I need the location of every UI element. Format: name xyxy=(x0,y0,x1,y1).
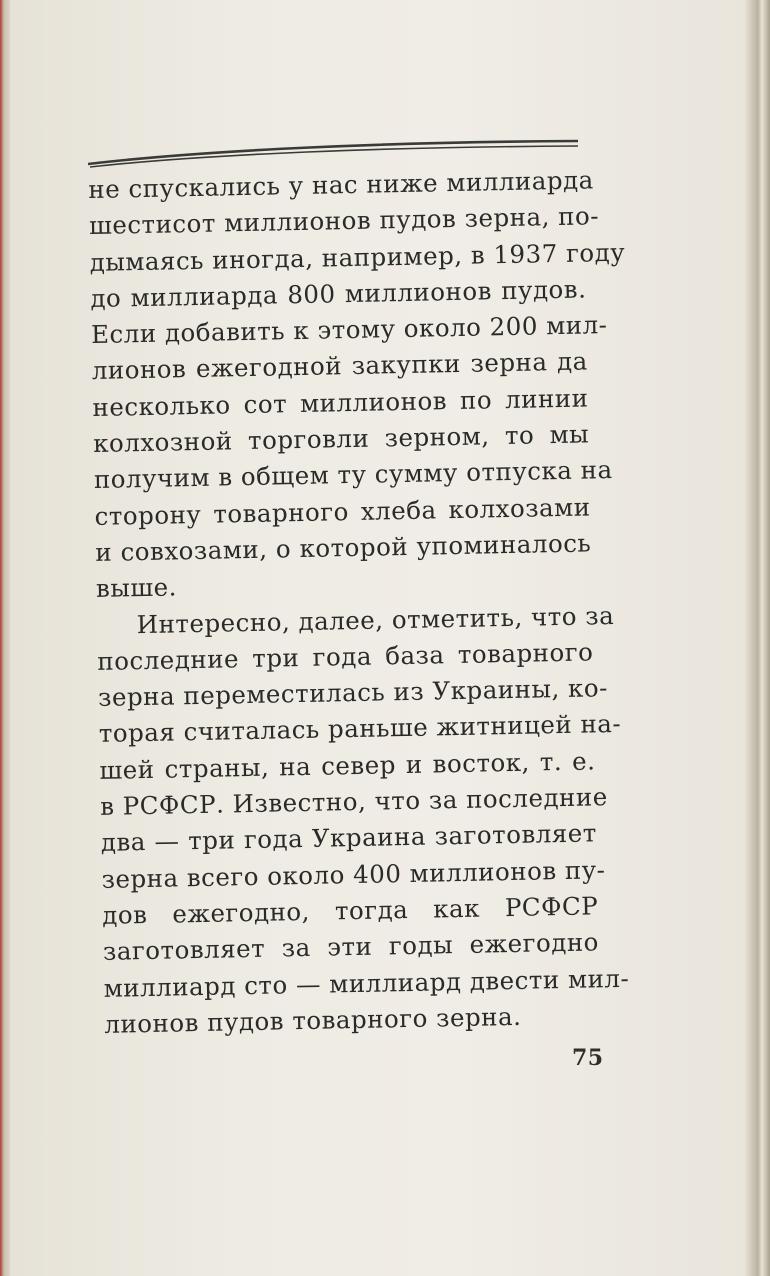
body-text xyxy=(88,162,630,1042)
text-line: выше. xyxy=(95,572,178,604)
text-line: получим в общем ту сумму отпуска на xyxy=(93,455,613,495)
text-line: дов ежегодно, тогда как РСФСР xyxy=(101,891,599,930)
text-line: два — три года Украина заготовляет xyxy=(100,818,598,858)
text-line: последние три года база товарного xyxy=(97,637,594,676)
text-line: торая считалась раньше житницей на- xyxy=(98,709,622,749)
text-line: зерна всего около 400 миллионов пу- xyxy=(101,854,606,894)
page-number: 75 xyxy=(572,1045,604,1071)
paragraph-2 xyxy=(96,598,630,1043)
paragraph-1 xyxy=(88,162,626,607)
text-line: в РСФСР. Известно, что за последние xyxy=(99,782,608,821)
text-line: и совхозами, о которой упоминалось xyxy=(95,528,592,567)
text-line: шей страны, на север и восток, т. е. xyxy=(99,746,596,785)
text-line: заготовляет за эти годы ежегодно xyxy=(102,927,600,967)
text-line: колхозной торговли зерном, то мы xyxy=(92,419,590,459)
text-line: Интересно, далее, отметить, что за xyxy=(136,600,615,639)
text-line: дымаясь иногда, например, в 1937 году xyxy=(89,237,626,277)
text-line: не спускались у нас ниже миллиарда xyxy=(88,165,594,204)
text-line: лионов пудов товарного зерна. xyxy=(104,1001,522,1039)
text-line: миллиард сто — миллиард двести мил- xyxy=(103,963,630,1003)
text-line: сторону товарного хлеба колхозами xyxy=(94,492,591,531)
book-page xyxy=(10,0,746,1276)
text-line: Если добавить к этому около 200 мил- xyxy=(90,310,608,350)
page-stack-edge xyxy=(744,0,770,1276)
text-line: несколько сот миллионов по линии xyxy=(92,383,589,422)
text-line: зерна переместилась из Украины, ко- xyxy=(97,673,609,713)
text-line: лионов ежегодной закупки зерна да xyxy=(91,346,589,386)
text-line: шестисот миллионов пудов зерна, по- xyxy=(88,201,600,241)
text-line: до миллиарда 800 миллионов пудов. xyxy=(90,274,587,313)
